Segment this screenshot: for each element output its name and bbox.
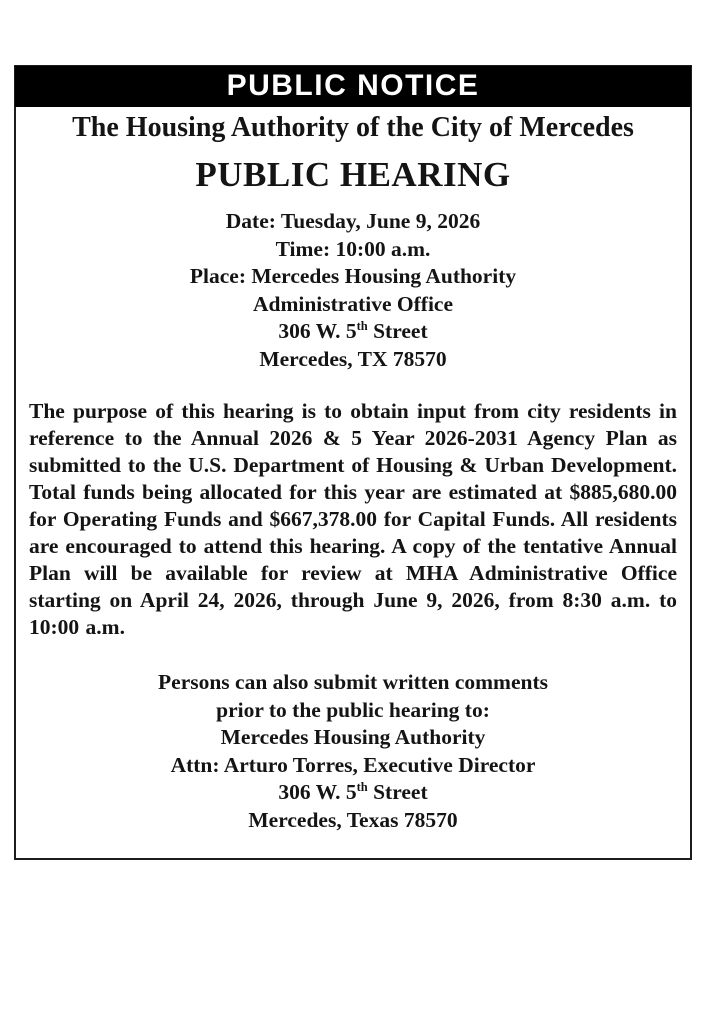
written-comments-block xyxy=(16,669,690,834)
hearing-time-line: Time: 10:00 a.m. xyxy=(275,236,431,261)
street-name: Street xyxy=(367,319,428,343)
comments-attn-line: Attn: Arturo Torres, Executive Director xyxy=(170,752,536,777)
street-number: 306 W. 5 xyxy=(278,319,357,343)
street-name: Street xyxy=(367,780,428,804)
street-ordinal-superscript: th xyxy=(356,318,368,333)
public-notice-banner xyxy=(15,66,691,107)
hearing-place-line: Place: Mercedes Housing Authority xyxy=(189,264,517,288)
comments-street-line xyxy=(16,779,690,807)
public-notice-box xyxy=(14,65,692,860)
hearing-title: PUBLIC HEARING xyxy=(195,155,511,194)
hearing-place-line2: Administrative Office xyxy=(252,291,454,316)
comments-org-line: Mercedes Housing Authority xyxy=(220,725,486,749)
hearing-street-line xyxy=(16,318,690,346)
hearing-details xyxy=(16,208,690,373)
comments-line2: prior to the public hearing to: xyxy=(216,697,490,722)
comments-line1: Persons can also submit written comments xyxy=(158,670,548,694)
purpose-paragraph: The purpose of this hearing is to obtain input from city residents in reference to the Annual 2026 & 5 Year 2026-2031 Agency Plan as submitted to the U.S. Department of Housing & Urban Development. Total funds being allocated for this year are estimated at $885,680.00 for Operating Funds and $667,378.00 for Capital Funds. All residents are encouraged to attend this hearing. A copy of the tentative Annual Plan will be available for review at MHA Administrative Office starting on April 24, 2026, through June 9, 2026, from 8:30 a.m. to 10:00 a.m. xyxy=(29,399,677,639)
street-number: 306 W. 5 xyxy=(278,780,357,804)
hearing-date-line: Date: Tuesday, June 9, 2026 xyxy=(225,209,481,233)
org-title: The Housing Authority of the City of Mercedes xyxy=(72,112,634,143)
street-ordinal-superscript: th xyxy=(356,779,368,794)
hearing-city-line: Mercedes, TX 78570 xyxy=(259,346,447,371)
comments-city-line: Mercedes, Texas 78570 xyxy=(248,807,458,832)
public-notice-banner-label: PUBLIC NOTICE xyxy=(226,68,480,102)
